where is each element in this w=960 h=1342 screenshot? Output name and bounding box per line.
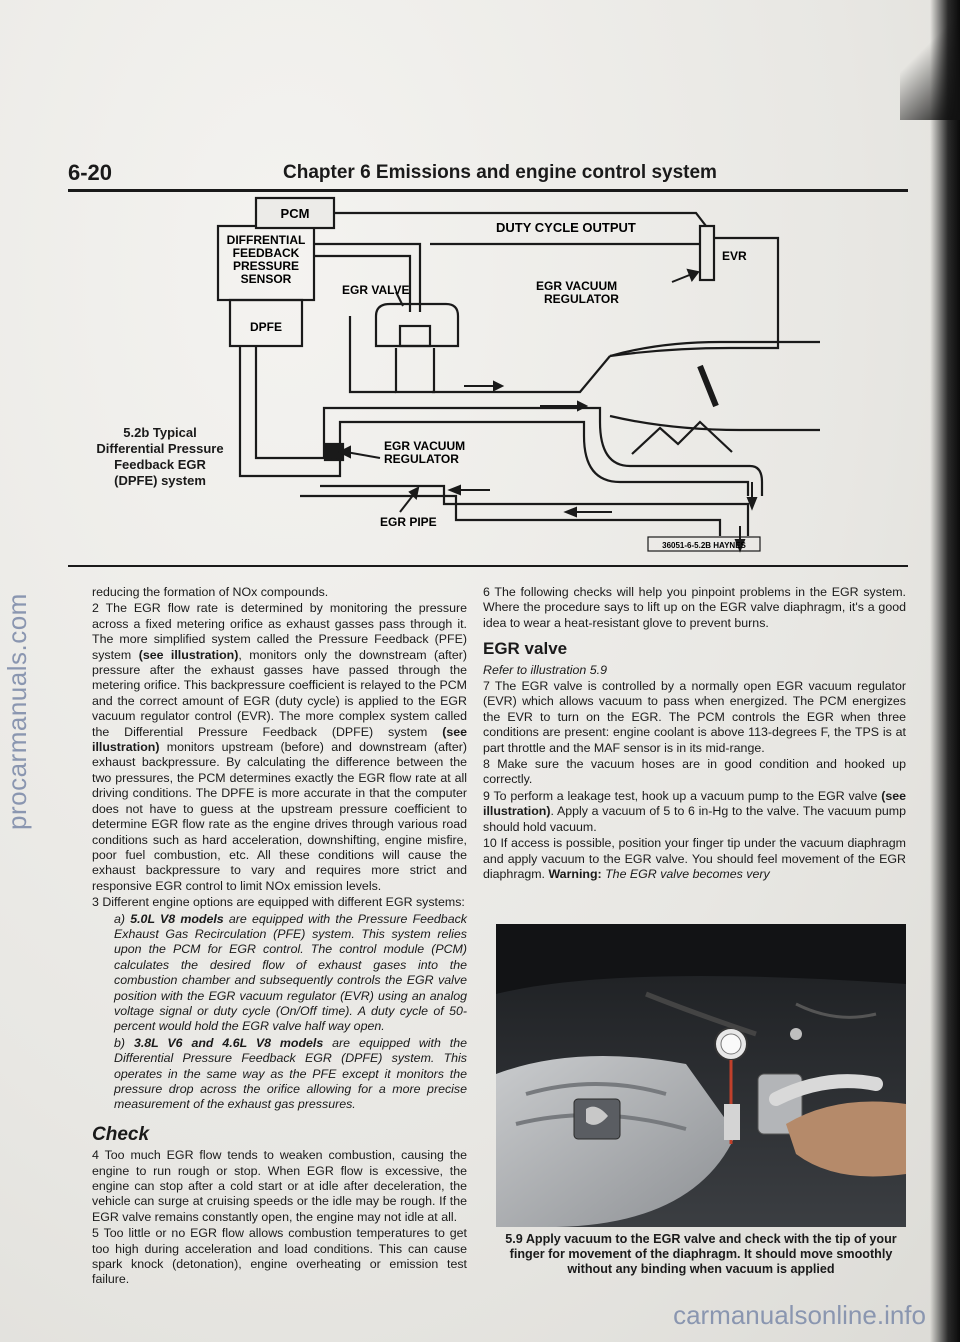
evr-label: EVR (722, 249, 747, 263)
egr-vacuum-top-label-1: EGR VACUUM (536, 279, 618, 293)
figure-rule (68, 565, 908, 567)
paragraph-3: 3 Different engine options are equipped with different EGR systems: (92, 895, 465, 910)
egr-pipe-label: EGR PIPE (380, 515, 437, 529)
illustration-reference: Refer to illustration 5.9 (483, 662, 607, 677)
evr-right-line (610, 238, 778, 356)
right-column (483, 585, 906, 883)
photo-caption: 5.9 Apply vacuum to the EGR valve and check with the tip of your finger for movement of the diaphragm. It should move smoothly without any binding when vacuum is applied (505, 1232, 897, 1276)
side-watermark: procarmanuals.com (2, 593, 32, 830)
diagram-caption (80, 425, 240, 489)
page-number: 6-20 (68, 160, 113, 185)
paragraph-2: 2 The EGR flow rate is determined by monitoring the pressure across a fixed metering orifice as exhaust gasses pass through it. The more simplified system called the Pressure Feedback (PFE) system (see illustration), monitors only the downstream (after) pressure after the exhaust gasses have passed through the metering orifice. This backpressure coefficient is relayed to the PCM and the correct amount of EGR (duty cycle) is applied to the EGR vacuum regulator control (EVR). The more complex system called the Differential Pressure Feedback (DPFE) system (see illustration) monitors upstream (before) and downstream (after) exhaust backpressure. By calculating the difference between the two pressures, the PCM determines exactly the EGR flow rate at all driving conditions. The DPFE is more accurate in that the computer does not have to guess at the upstream pressure coefficient to determine EGR flow rate as the engine drives through various road conditions such as hard acceleration, downshifting, engine misfire, poor fuel combustion, etc. All these conditions will cause the exhaust backpressure to vary and requires more strict and responsive EGR control to limit NOx emission levels. (92, 601, 468, 893)
paragraph-6: 6 The following checks will help you pinpoint problems in the EGR system. Where the procedure says to lift up on the EGR valve diaphragm, it's a good idea to wear a heat-resistant glove to prevent burns. (483, 585, 906, 630)
intake-upper (432, 356, 610, 392)
header-rule (68, 189, 908, 192)
egr-pipe-line-2 (300, 496, 720, 536)
egr-vacuum-mid-label-1: EGR VACUUM (384, 439, 466, 453)
paragraph-5: 5 Too little or no EGR flow allows combustion temperatures to get too high during acceleration and load conditions. This can cause spark knock (detonation), engine overheating or emission test failure. (92, 1226, 467, 1287)
caption-line-4: (DPFE) system (114, 473, 206, 488)
dpfe-left-line (350, 316, 396, 392)
egr-valve-photo (496, 924, 906, 1227)
list-item-a: a) 5.0L V8 models are equipped with the Pressure Feedback Exhaust Gas Recirculation (PFE) system. This system relies upon the PCM for EGR control. The control module (PCM) calculates the desired flow of exhaust gases into the combustion chamber and subsequently controls the EGR valve position with the EGR vacuum regulator (EVR) using an analog voltage signal or duty cycle (On/Off time). A duty cycle of 50-percent would hold the EGR valve half way open. (114, 911, 467, 1034)
exhaust-path-2 (432, 422, 748, 496)
intake-bottom (610, 416, 820, 430)
paragraph-8: 8 Make sure the vacuum hoses are in good condition and hooked up correctly. (483, 757, 906, 787)
egr-vacuum-top-label-2: REGULATOR (544, 292, 619, 306)
engine-photo-drawing (496, 924, 906, 1227)
paragraph-10: 10 If access is possible, position your finger tip under the vacuum diaphragm and apply vacuum to the EGR valve. You should feel movement of the EGR diaphragm. Warning: The EGR valve becomes very (483, 836, 906, 881)
paragraph-1: reducing the formation of NOx compounds. (92, 585, 329, 599)
dpfe-sensor-label-3: PRESSURE (232, 259, 300, 273)
pcm-label: PCM (280, 206, 310, 221)
bottom-watermark: carmanualsonline.info (673, 1300, 926, 1330)
egr-valve-heading: EGR valve (483, 639, 568, 659)
dpfe-system-diagram (200, 196, 820, 556)
left-column (92, 585, 467, 1289)
lower-evr-block (325, 444, 333, 460)
egr-valve-stem (396, 348, 434, 392)
paragraph-7: 7 The EGR valve is controlled by a normally open EGR vacuum regulator (EVR) which allows vacuum to pass when energized. The PCM energizes the EVR to turn on the EGR. The PCM controls the EGR when three conditions are present: engine coolant is above 113-degrees F, the TPS is at part throttle and the MAF sensor is in its mid-range. (483, 679, 906, 755)
check-heading: Check (92, 1123, 150, 1145)
duty-cycle-output-label: DUTY CYCLE OUTPUT (496, 220, 636, 235)
corner-shadow (900, 0, 960, 120)
list-item-b: b) 3.8L V6 and 4.6L V8 models are equipped with the Differential Pressure Feedback EGR (DPFE) system. This operates in the same way as the PFE except it monitors the pressure drop across the orifice allowing for a more precise measurement of the exhaust gas pressures. (114, 1035, 467, 1112)
caption-line-1: 5.2b Typical (123, 425, 197, 440)
paragraph-9: 9 To perform a leakage test, hook up a vacuum pump to the EGR valve (see illustration). Apply a vacuum of 5 to 6 in-Hg to the valve. The vacuum pump should hold vacuum. (483, 788, 906, 834)
dpfe-sensor-label-4: SENSOR (240, 272, 292, 286)
chapter-title: Chapter 6 Emissions and engine control system (283, 162, 717, 183)
evr-body (700, 226, 714, 280)
dpfe-label: DPFE (249, 320, 283, 334)
diagram-svg (200, 196, 820, 556)
caption-line-2: Differential Pressure (96, 441, 224, 456)
dpfe-sensor-label-2: FEEDBACK (232, 246, 300, 260)
egr-vacuum-mid-label-2: REGULATOR (384, 452, 459, 466)
caption-line-3: Feedback EGR (114, 457, 206, 472)
dpfe-sensor-label-1: DIFFRENTIAL (226, 233, 306, 247)
paragraph-4: 4 Too much EGR flow tends to weaken combustion, causing the engine to run rough or stop. When EGR flow is excessive, the engine can stop after a cold start or at idle after deceleration, the vehicle can surge at cruising speeds or the idle may be rough. If the EGR valve remains constantly open, the engine may not idle at all. (92, 1148, 467, 1224)
throttle-plate (700, 366, 716, 406)
page-binding-shadow (930, 0, 960, 1342)
ref-code-label: 36051-6-5.2B HAYNES (662, 541, 746, 550)
egr-valve-label: EGR VALVE (342, 283, 410, 297)
sensor-line-1 (314, 244, 420, 312)
egr-valve-top (400, 326, 430, 346)
